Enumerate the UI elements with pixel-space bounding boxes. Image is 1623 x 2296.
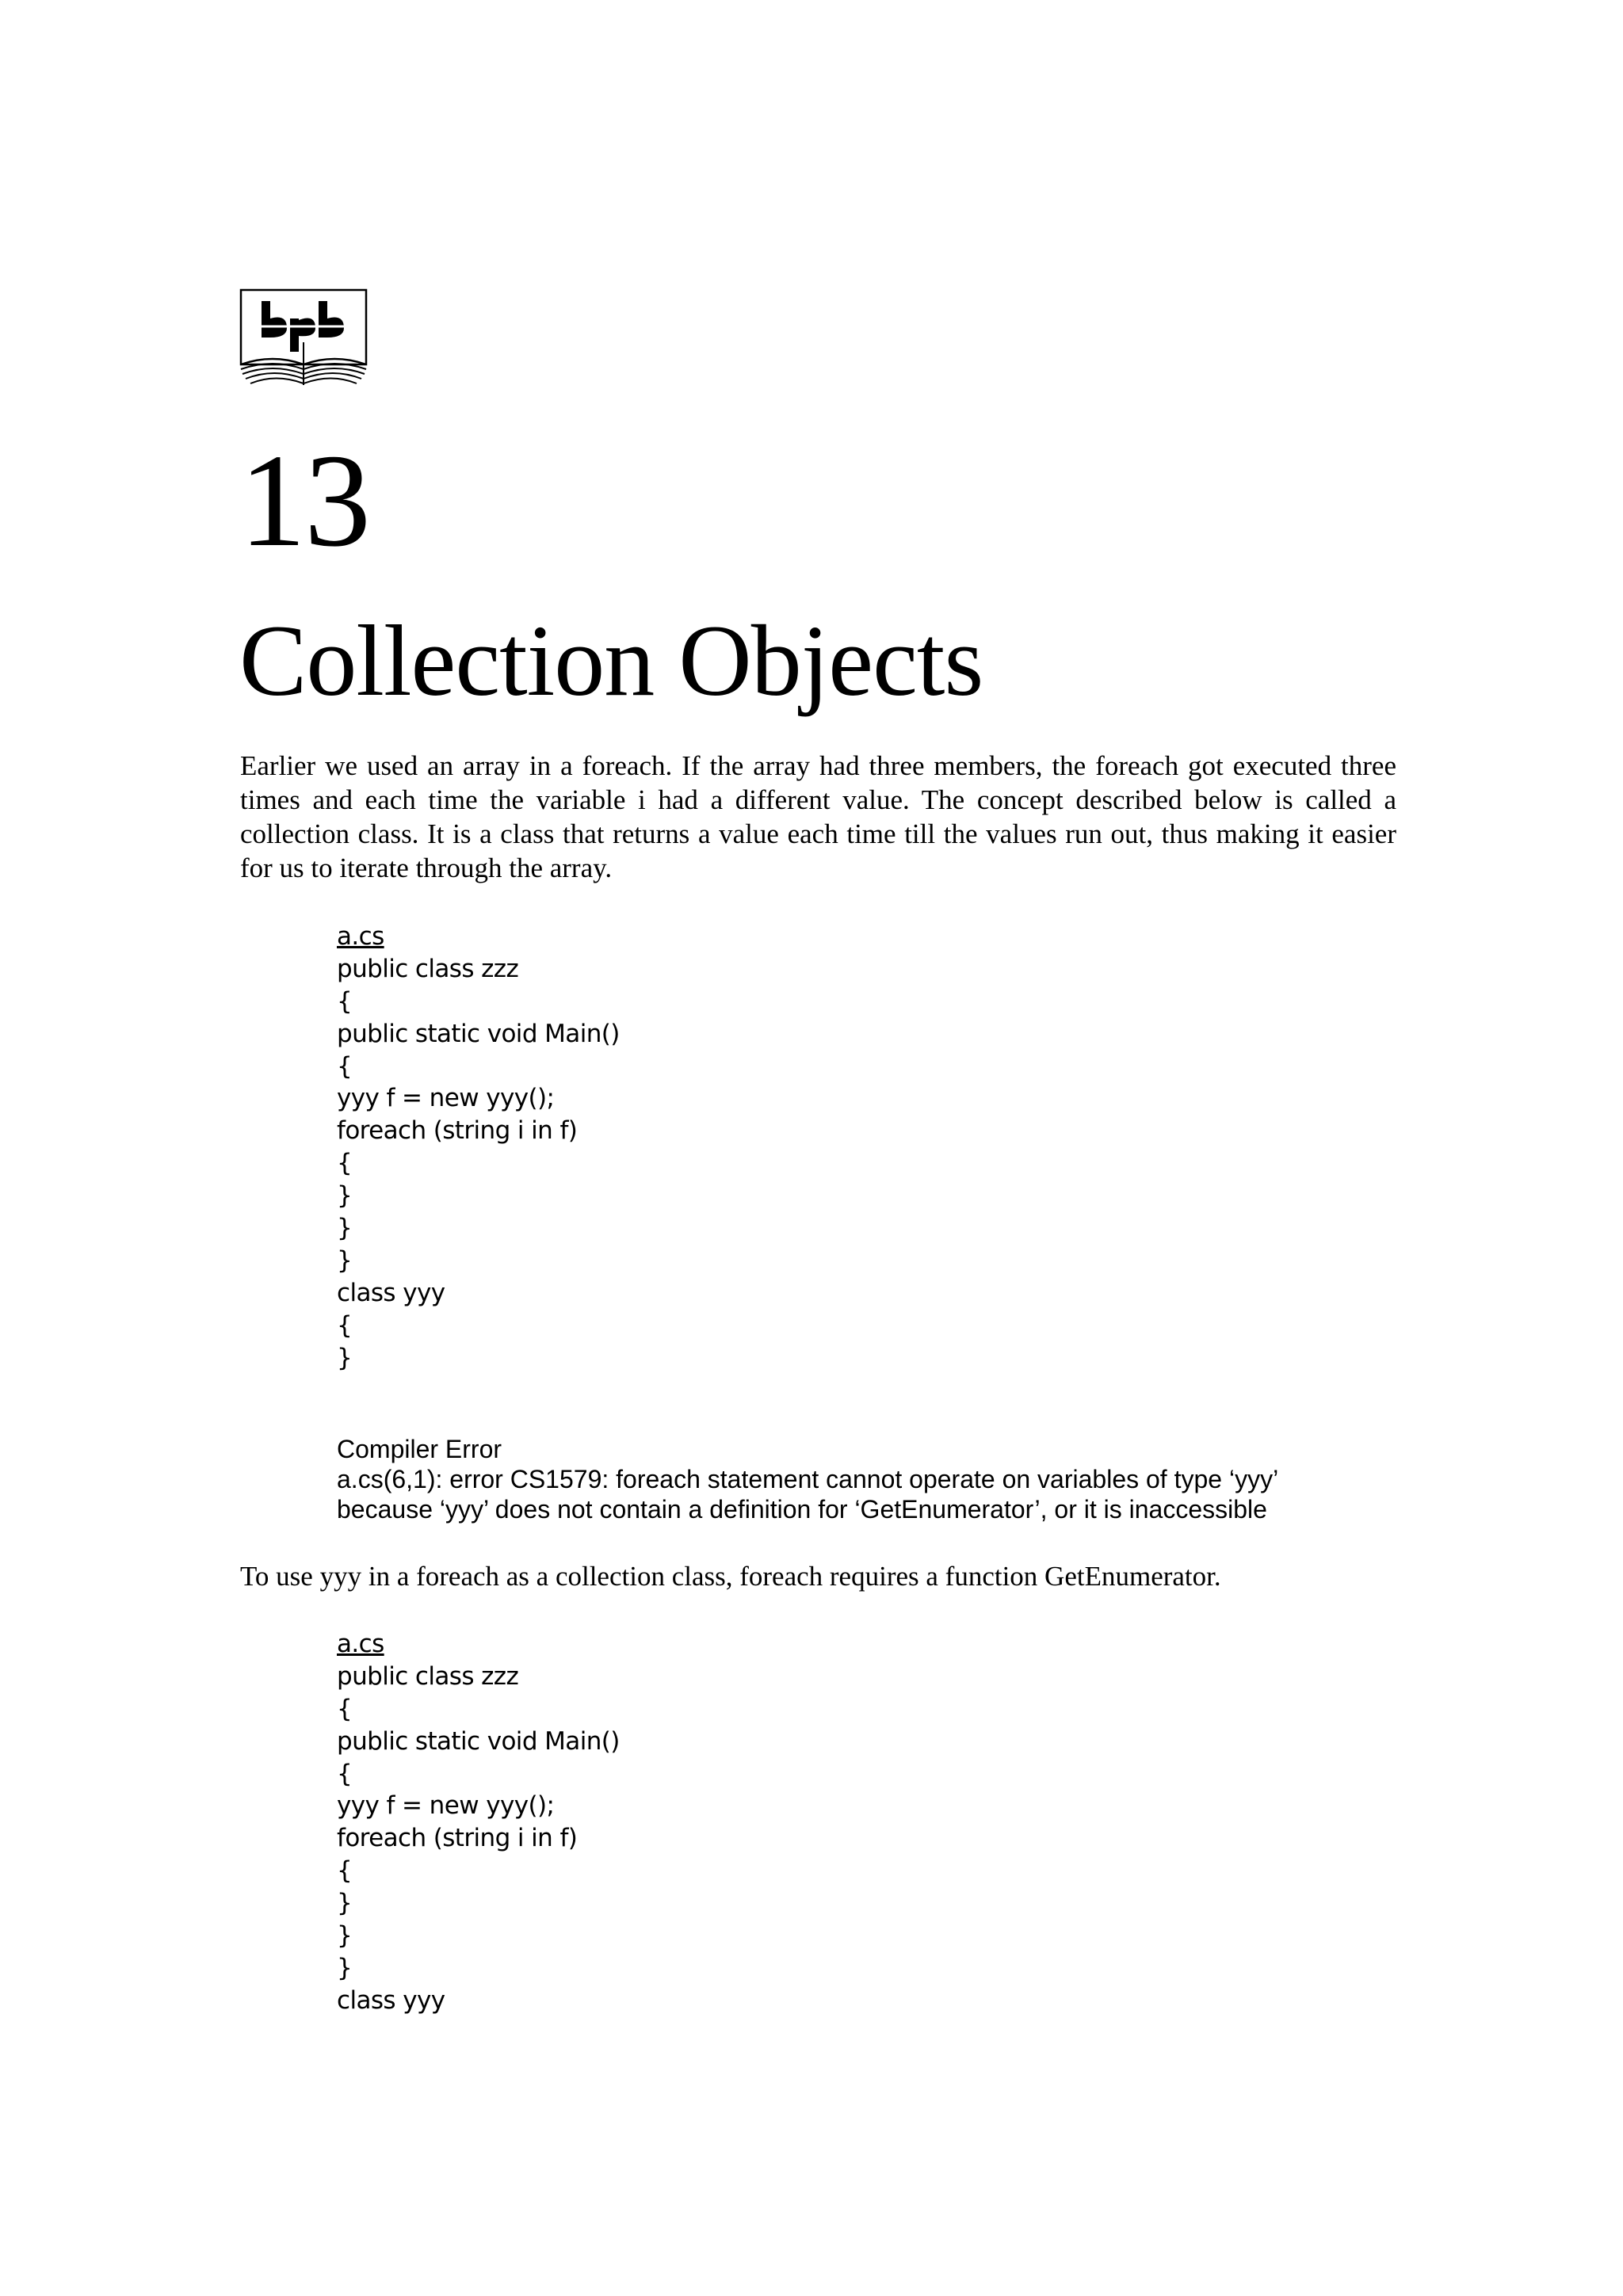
use-paragraph: To use yyy in a foreach as a collection class, foreach requires a function GetEnumerator. xyxy=(240,1561,1221,1592)
code-line: { xyxy=(337,1856,353,1886)
code-line: { xyxy=(337,1310,353,1340)
code-line: { xyxy=(337,1149,353,1178)
code-line: public class zzz xyxy=(337,1661,519,1691)
code-line: foreach (string i in f) xyxy=(337,1116,578,1146)
compiler-error-line: a.cs(6,1): error CS1579: foreach statement cannot operate on variables of type ‘yyy’ xyxy=(337,1465,1279,1493)
code-line: yyy f = new yyy(); xyxy=(337,1084,555,1113)
chapter-title: Collection Objects xyxy=(239,605,983,717)
code-line: { xyxy=(337,1051,353,1081)
code-line: { xyxy=(337,1759,353,1788)
code-line: public static void Main() xyxy=(337,1019,620,1048)
code-line: } xyxy=(337,1214,353,1243)
code-line: class yyy xyxy=(337,1985,445,2015)
code-line: } xyxy=(337,1953,353,1982)
code-line: class yyy xyxy=(337,1278,445,1307)
code-line: public static void Main() xyxy=(337,1726,620,1756)
compiler-error-heading: Compiler Error xyxy=(337,1435,502,1463)
code-filename: a.cs xyxy=(337,1630,384,1658)
code-line: { xyxy=(337,986,353,1016)
code-line: } xyxy=(337,1921,353,1951)
code-line: yyy f = new yyy(); xyxy=(337,1791,555,1821)
chapter-number: 13 xyxy=(239,427,369,574)
code-listing-1 xyxy=(337,921,620,1374)
code-line: foreach (string i in f) xyxy=(337,1824,578,1853)
compiler-error-line: because ‘yyy’ does not contain a definition for ‘GetEnumerator’, or it is inaccessible xyxy=(337,1495,1267,1524)
code-line: } xyxy=(337,1343,353,1372)
code-line: } xyxy=(337,1889,353,1918)
code-line: public class zzz xyxy=(337,954,519,983)
code-line: } xyxy=(337,1245,353,1275)
code-line: { xyxy=(337,1694,353,1723)
code-filename: a.cs xyxy=(337,922,384,951)
code-listing-2 xyxy=(337,1628,620,2017)
compiler-error-output xyxy=(337,1434,1278,1524)
bpb-book-logo-icon xyxy=(238,287,369,388)
intro-paragraph: Earlier we used an array in a foreach. If the array had three members, the foreach got executed three times and each time the variable i had a different value. The concept described below is called a collection class. It is a class that returns a value each time till the values run out, thus making it easier for us to iterate through the array. xyxy=(240,750,1396,883)
code-line: } xyxy=(337,1181,353,1211)
